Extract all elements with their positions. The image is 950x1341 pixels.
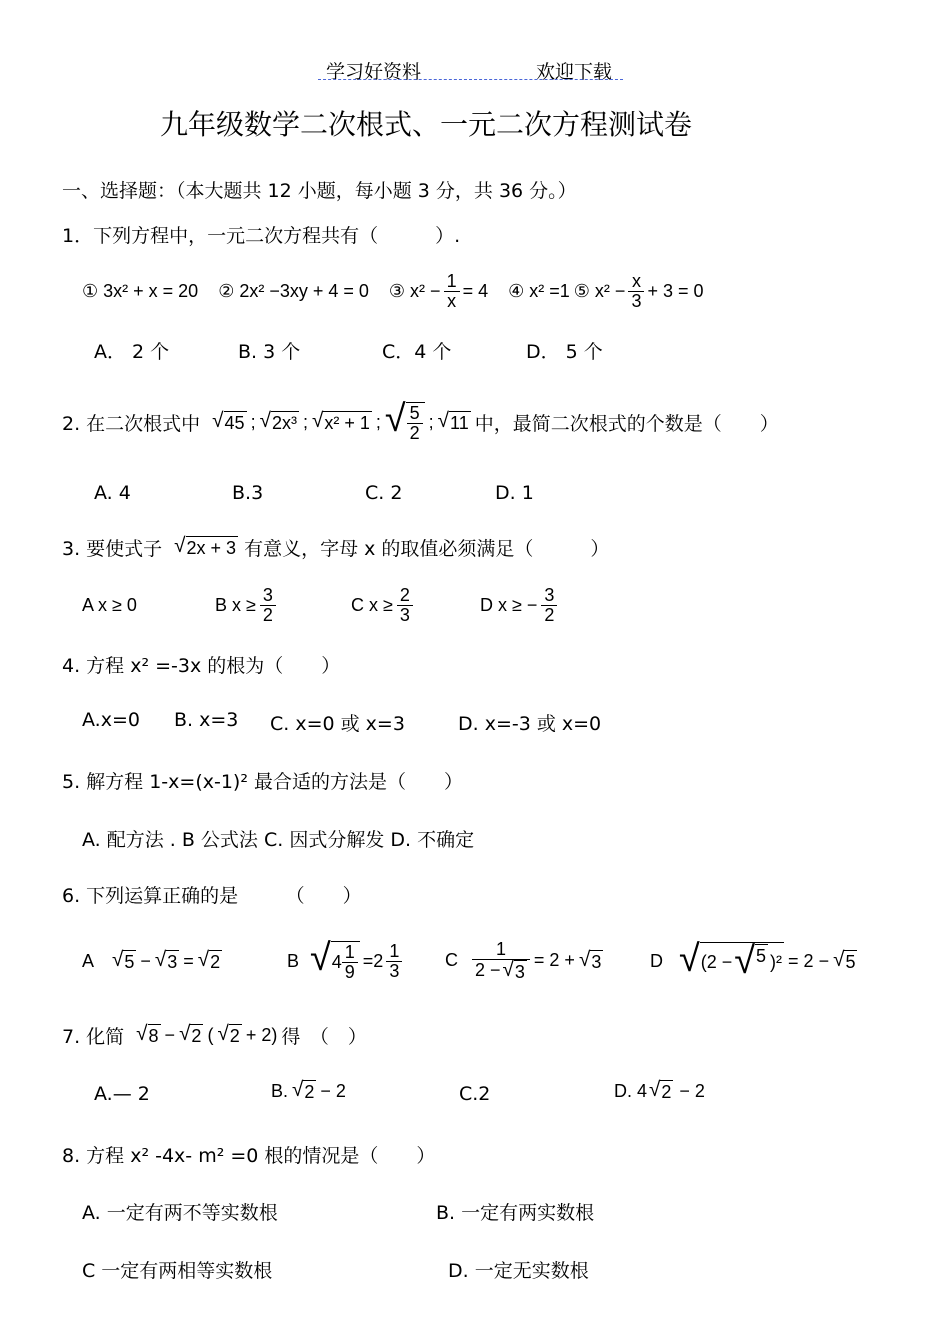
q1-equations [82,265,704,317]
q7-option-a: A.— 2 [94,1083,150,1105]
q2-option-c: C. 2 [365,482,403,504]
q2-option-d: D. 1 [495,482,534,504]
q6-option-c-den-pre: 2 − [475,960,501,981]
header-divider [318,79,623,80]
q6-option-a-label: A [82,950,95,971]
q6-option-c: C 1 2 − √ 3 = 2 + √ 3 [445,938,602,982]
q1-eq3-frac [444,272,460,311]
q6-option-d-result: = 2 − [788,950,830,971]
q6-option-c-label: C [445,950,458,971]
q4-stem: 4. 方程 x² =-3x 的根为（ ） [62,655,341,677]
q3-option-c-pre: C x ≥ [351,594,393,615]
q3-option-d-num: 3 [541,586,557,606]
q6-option-a-r2: 3 [167,951,178,972]
q6-option-b-label: B [287,950,300,971]
q6-option-c-den-rad: 3 [514,961,525,982]
q5-stem: 5. 解方程 1-x=(x-1)² 最合适的方法是（ ） [62,771,463,793]
q8-stem: 8. 方程 x² -4x- m² =0 根的情况是（ ） [62,1145,436,1167]
q3-option-d-pre: D x ≥ − [480,594,538,615]
q4-option-d: D. x=-3 或 x=0 [458,713,602,735]
q1-eq1: ① 3x² + x = 20 [82,280,199,301]
q3-radical-body: 2x + 3 [186,538,237,559]
q1-eq5-post: + 3 = 0 [647,280,704,301]
q3-options [82,580,557,630]
header-right: 欢迎下载 [536,61,613,83]
q3-option-c-num: 2 [397,586,413,606]
q1-option-d: D． 5 个 [526,341,603,363]
q1-option-a: A． 2 个 [94,341,170,363]
q2-radical-1-body: 45 [224,412,245,433]
q6-option-b-result-int: =2 [362,950,384,971]
q2-option-a: A. 4 [94,482,131,504]
q6-option-d-result-rad: 5 [845,951,856,972]
q3-option-c-den: 3 [399,604,410,625]
q6-option-b-den: 9 [344,961,355,982]
q4-option-b: B. x=3 [174,709,239,731]
q1-eq4: ④ x² =1 [508,280,570,301]
q3-option-b [215,586,351,625]
q6-option-c-num: 1 [472,940,530,960]
q6-option-b-int: 4 [331,951,342,972]
q7-option-d-rad: 2 [661,1082,672,1102]
q6-option-d-label: D [650,950,663,971]
q2-radical-1: √ 45 [212,408,245,433]
q7-r3: 2 [229,1026,240,1047]
page-title: 九年级数学二次根式、一元二次方程测试卷 [160,108,693,141]
q1-eq2: ② 2x² −3xy + 4 = 0 [218,280,369,301]
q7-r1: 8 [148,1026,159,1047]
q7-option-b-post: − 2 [320,1080,346,1101]
q1-eq3-post: = 4 [462,280,489,301]
q6-option-b-result-num: 1 [386,942,402,962]
q5-options: A. 配方法 . B 公式法 C. 因式分解发 D. 不确定 [82,829,475,851]
q2-radical-5-body: 11 [450,412,469,433]
q6-option-d: D √ (2 − √ 5 )² = 2 − √ 5 [650,938,856,983]
q7-r2: 2 [191,1026,202,1047]
q6-option-c-result: = 2 + [533,950,575,971]
q6-option-d-inner-pre: (2 − [700,951,733,972]
q7-option-d-pre: D. 4 [614,1080,648,1101]
q3-option-b-pre: B x ≥ [215,594,256,615]
q6-option-b: B √ 4 $\frac{1}{9}$ =2 $\frac{1}{3}$ [287,941,445,982]
q8-option-c: C 一定有两相等实数根 [82,1260,273,1282]
q1-option-b: B. 3 个 [238,341,301,363]
q6-option-b-result-den: 3 [389,960,400,981]
q7-option-d: D. 4 √ 2 − 2 [614,1078,705,1102]
q7-option-c: C.2 [459,1083,491,1105]
q1-eq5-den: 3 [631,290,642,311]
q3-option-d-den: 2 [544,604,555,625]
q6-option-b-num: 1 [342,943,358,963]
q6-option-a-r1: 5 [124,951,135,972]
q3-stem [62,534,609,561]
q7-option-b-pre: B. [271,1080,289,1101]
q7-option-d-post: − 2 [679,1080,705,1101]
q2-radical-5: √ 11 [437,408,469,433]
header-left: 学习好资料 [326,61,422,83]
q2-radical-4: √ $\frac{5}{2}$ [385,402,425,443]
q3-option-b-num: 3 [260,586,276,606]
q2-option-b: B.3 [232,482,264,504]
q6-option-a: A √ 5 − √ 3 = √ 2 [82,947,221,972]
q8-option-a: A. 一定有两不等实数根 [82,1202,278,1224]
q1-option-c: C．4 个 [382,341,452,363]
q7-option-b: B. √ 2 − 2 [271,1078,346,1102]
q2-radical-2: √ 2x³ [259,408,297,433]
q1-eq5-num: x [628,272,644,292]
q6-option-d-inner-rad: 5 [755,944,768,980]
q3-option-a: A x ≥ 0 [82,594,137,615]
q2-radical-3-body: x² + 1 [324,412,370,433]
q6-options [82,932,857,990]
q3-radical: √ 2x + 3 [174,534,237,559]
q2-radical-2-body: 2x³ [271,412,297,433]
q2-radical-4-den: 2 [409,422,420,443]
section-heading: 一、选择题：（本大题共 12 小题，每小题 3 分，共 36 分。） [62,180,577,202]
q3-option-d [480,586,557,625]
q3-option-b-den: 2 [262,604,273,625]
q2-stem-pre: 2. 在二次根式中 [62,412,201,435]
q1-eq3-num: 1 [444,272,460,292]
q1-eq5-frac [628,272,644,311]
q6-stem: 6. 下列运算正确的是 （ ） [62,885,362,907]
q6-option-a-r3: 2 [210,951,221,972]
q1-eq5 [574,272,704,311]
q7-stem-pre: 7. 化简 [62,1026,125,1048]
q2-radical-3: √ x² + 1 [311,408,370,433]
q2-stem-post: 中，最简二次根式的个数是（ ） [474,412,779,435]
q1-eq3-pre: ③ x² − [388,280,441,301]
q3-stem-post: 有意义，字母 x 的取值必须满足（ ） [244,538,610,560]
q3-stem-pre: 3. 要使式子 [62,538,163,560]
q4-option-a: A.x=0 [82,709,140,731]
q7-stem: 7. 化简 √ 8 − √ 2 ( √ 2 + 2) 得 （ ） [62,1022,367,1048]
q2-stem: 2. 在二次根式中 √ 45 ; √ 2x³ ; √ x² + 1 ; √ $\frac{5}{2}$ ; √ 11 中，最简二次根式的个数是（ ） [62,397,779,443]
q1-stem: 1．下列方程中，一元二次方程共有（ ）. [62,225,461,247]
q1-eq5-pre: ⑤ x² − [573,280,626,301]
q2-radical-4-num: 5 [407,404,423,424]
q8-option-b: B. 一定有两实数根 [436,1202,595,1224]
q8-option-d: D. 一定无实数根 [448,1260,589,1282]
q7-stem-post: 得 （ ） [281,1026,367,1048]
q3-option-c [351,586,480,625]
q1-eq3 [389,272,488,311]
q7-option-b-rad: 2 [304,1082,315,1102]
q6-option-c-result-rad: 3 [591,951,602,972]
q1-eq3-den: x [447,290,457,311]
q4-option-c: C. x=0 或 x=3 [270,713,405,735]
q6-option-d-inner-post: )² [770,951,783,972]
